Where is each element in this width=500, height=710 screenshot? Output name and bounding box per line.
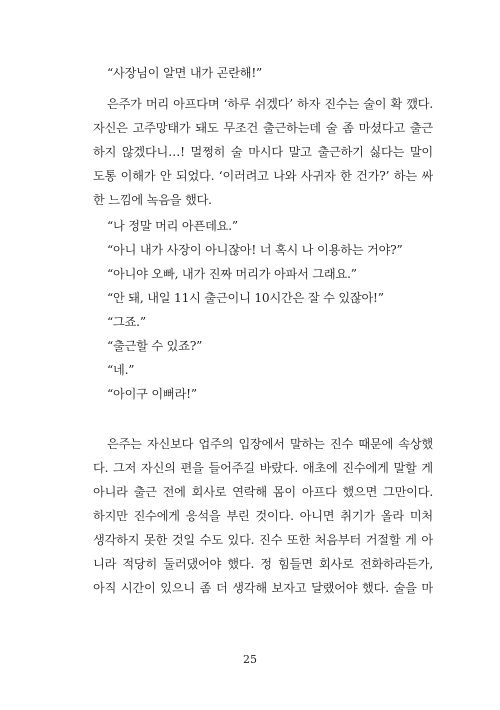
text-line: 다. 그저 자신의 편을 들어주길 바랐다. 애초에 진수에게 말할 게 <box>93 461 433 475</box>
text-line: 생각하지 못한 것일 수도 있다. 진수 또한 처음부터 거절할 게 아 <box>93 533 433 547</box>
text-line: “아니야 오빠, 내가 진짜 머리가 아파서 그래요.” <box>107 267 357 281</box>
text-line: “나 정말 머리 아픈데요.” <box>107 219 238 233</box>
text-line: “출근할 수 있죠?” <box>107 339 203 353</box>
text-line: 도통 이해가 안 되었다. ‘이러려고 나와 사귀자 한 건가?’ 하는 싸 <box>93 169 433 183</box>
page-number: 25 <box>243 653 257 666</box>
text-line: 은주는 자신보다 업주의 입장에서 말하는 진수 때문에 속상했 <box>107 437 433 451</box>
text-line: 하지 않겠다니…! 멀쩡히 술 마시다 말고 출근하기 싫다는 말이 <box>93 145 433 159</box>
text-line: “아니 내가 사장이 아니잖아! 너 혹시 나 이용하는 거야?” <box>107 243 403 257</box>
text-line: 자신은 고주망태가 돼도 무조건 출근하는데 술 좀 마셨다고 출근 <box>93 121 433 135</box>
text-line: 하지만 진수에게 응석을 부린 것이다. 아니면 취기가 올라 미처 <box>93 509 433 523</box>
text-line: 은주가 머리 아프다며 ‘하루 쉬겠다’ 하자 진수는 술이 확 깼다. <box>107 97 433 111</box>
text-line: “네.” <box>107 363 135 377</box>
text-line: “그죠.” <box>107 315 146 329</box>
text-line: “사장님이 알면 내가 곤란해!” <box>107 66 263 80</box>
text-line: 아니라 출근 전에 회사로 연락해 몸이 아프다 했으면 그만이다. <box>93 485 433 499</box>
text-line: “아이구 이뻐라!” <box>107 387 197 401</box>
text-line: “안 돼, 내일 11시 출근이니 10시간은 잘 수 있잖아!” <box>107 291 384 305</box>
text-line: 니라 적당히 둘러댔어야 했다. 정 힘들면 회사로 전화하라든가, <box>93 557 433 571</box>
text-line: 아직 시간이 있으니 좀 더 생각해 보자고 달랬어야 했다. 술을 마 <box>93 581 433 595</box>
text-line: 한 느낌에 녹음을 했다. <box>93 193 212 207</box>
